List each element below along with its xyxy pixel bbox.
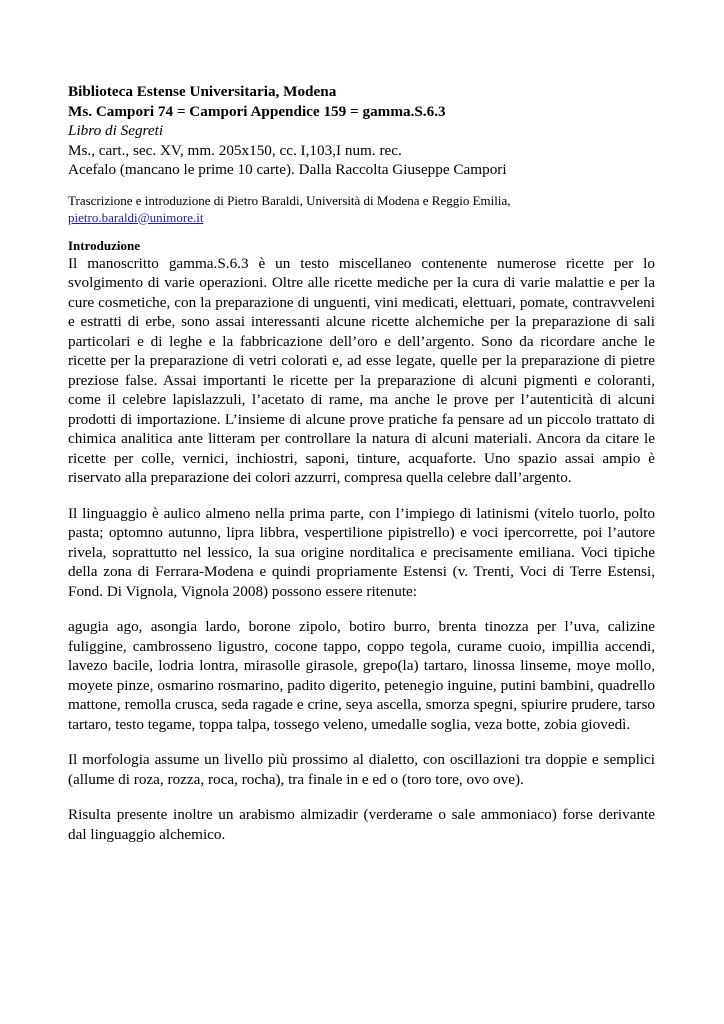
intro-paragraph-1: Il manoscritto gamma.S.6.3 è un testo miscellaneo contenente numerose ricette per lo svolgimento di varie operazioni. Oltre alle ricette mediche per la cura di varie malattie e per la cure cosmetiche, con la preparazione di unguenti, vini medicati, elettuari, pomate, contravveleni e estratti di erbe, sono assai interessanti alcune ricette alchemiche per la preparazione di sali particolari e di leghe e la fabbricazione dell’oro e dell’argento. Sono da ricordare anche le ricette per la preparazione di vetri colorati e, ad esse legate, quelle per la preparazione di pietre preziose false. Assai importanti le ricette per la preparazione di alcuni pigmenti e coloranti, come il celebre lapislazzuli, l’acetato di rame, ma anche le prove per l’autenticità di alcuni prodotti di importazione. L’insieme di alcune prove pratiche fa pensare ad un piccolo trattato di chimica analitica ante litteram per controllare la natura di alcuni materiali. Ancora da citare le ricette per colle, vernici, inchiostri, saponi, tinture, acquaforte. Uno spazio assai ampio è riservato alla preparazione dei colori azzurri, compresa quella celebre dall’argento.: [68, 254, 655, 486]
intro-paragraph-2: Il linguaggio è aulico almeno nella prima parte, con l’impiego di latinismi (vitelo tuorlo, polto pasta; optomno autunno, lipra libbra, vespertilione pipistrello) e voci ipercorrette, poi l’autore rivela, soprattutto nel lessico, la sua origine norditalica e precisamente emiliana. Voci tipiche della zona di Ferrara-Modena e quindi propriamente Estensi (v. Trenti, Voci di Terre Estensi, Fond. Di Vignola, Vignola 2008) possono essere ritenute:: [68, 504, 655, 600]
intro-paragraph-3: agugia ago, asongia lardo, borone zipolo, botiro burro, brenta tinozza per l’uva, calizine fuliggine, cambrosseno ligustro, cocone tappo, coppo tegola, curame cuoio, impillia accendi, lavezo bacile, lodria lontra, mirasolle girasole, grepo(la) tartaro, linossa linseme, moye mollo, moyete pinze, osmarino rosmarino, padito digerito, petenegio inguine, putini bambini, quadrello mattone, remolla crusca, seda ragade e crine, seya ascella, smorza spegni, spiurire prudere, tarso tartaro, testo tegame, toppa talpa, tossego veleno, umedalle soglia, veza botte, zobia giovedì.: [68, 618, 655, 733]
intro-paragraph-5: Risulta presente inoltre un arabismo almizadir (verderame o sale ammoniaco) forse derivante dal linguaggio alchemico.: [68, 806, 655, 843]
document-page: [68, 82, 655, 844]
credit-block: [68, 192, 655, 226]
manuscript-description: Ms., cart., sec. XV, mm. 205x150, cc. I,103,I num. rec.: [68, 141, 402, 159]
document-header: [68, 82, 655, 180]
manuscript-provenance: Acefalo (mancano le prime 10 carte). Dalla Raccolta Giuseppe Campori: [68, 161, 507, 178]
manuscript-title: Libro di Segreti: [68, 122, 164, 139]
intro-paragraph-4: Il morfologia assume un livello più prossimo al dialetto, con oscillazioni tra doppie e semplici (allume di roza, rozza, roca, rocha), tra finale in e ed o (toro tore, ovo ove).: [68, 751, 655, 788]
library-name: Biblioteca Estense Universitaria, Modena: [68, 83, 337, 100]
credit-text: Trascrizione e introduzione di Pietro Baraldi, Università di Modena e Reggio Emilia,: [68, 192, 511, 208]
email-link[interactable]: pietro.baraldi@unimore.it: [68, 209, 204, 225]
shelfmark: Ms. Campori 74 = Campori Appendice 159 = gamma.S.6.3: [68, 102, 446, 120]
section-heading: Introduzione: [68, 237, 140, 253]
